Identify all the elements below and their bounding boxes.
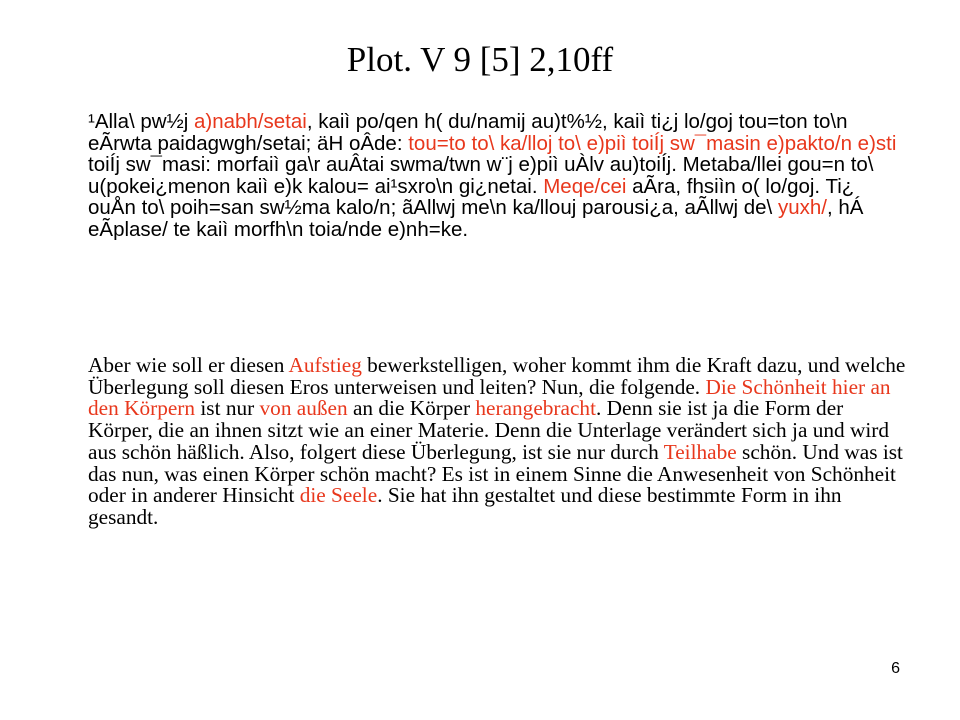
greek-highlight-segment: tou=to to\ ka/lloj to\ e)piì toiÍj sw¯masin e)pakto/n e)sti — [408, 131, 897, 155]
german-translation — [88, 355, 908, 529]
greek-text-segment: , kaiì po/qen h( du/namij au)t%½, kaiì ti¿j lo/goj tou=ton to\n eÃrwta paidagwgh/setai; äH oÂde: — [88, 110, 848, 155]
german-text-segment: ist nur — [195, 396, 260, 421]
greek-text-segment: ¹Alla\ pw½j — [88, 110, 194, 133]
german-highlight-segment: Teilhabe — [663, 439, 737, 464]
greek-quote — [88, 111, 898, 241]
german-highlight-segment: herangebracht — [475, 396, 596, 421]
greek-highlight-segment: a)nabh/setai — [193, 110, 307, 133]
german-highlight-segment: Aufstieg — [288, 353, 362, 377]
slide-title: Plot. V 9 [5] 2,10ff — [346, 40, 614, 79]
german-text-segment: bewerkstelligen, woher kommt ihm die Kraft dazu, und welche Überlegung soll diesen Eros unterweisen und leiten? Nun, die folgende. — [88, 353, 906, 399]
page-number: 6 — [891, 660, 900, 677]
greek-text-segment: toiÍj sw¯masi: morfaiì ga\r auÂtai swma/twn w¨j e)piì uÀlv au)toiÍj. Metaba/llei gou=n to\ u(pokei¿menon kaiì e)k kalou= ai¹sxro\n gi¿netai. — [88, 153, 874, 198]
german-text-segment: schön. Und was ist das nun, was einen Körper schön macht? Es ist in einem Sinne die Anwesenheit von Schönheit oder in anderer Hinsicht — [88, 439, 903, 508]
greek-text-segment: , hÁ eÃplase/ te kaiì morfh\n toia/nde e)nh=ke. — [88, 196, 864, 241]
greek-text-segment: aÃra, fhsiìn o( lo/goj. Ti¿ ouÅn to\ poih=san sw½ma kalo/n; ãAllwj me\n ka/llouj parousi¿a, aÃllwj de\ — [88, 174, 855, 220]
german-text-segment: Aber wie soll er diesen — [88, 353, 289, 377]
german-text-segment: an die Körper — [347, 396, 476, 421]
german-highlight-segment: Die Schönheit hier an den Körpern — [88, 374, 891, 421]
greek-highlight-segment: Meqe/cei — [543, 174, 627, 198]
german-text-segment: . Denn sie ist ja die Form der Körper, die an ihnen sitzt wie an einer Materie. Denn die Unterlage verändert sich ja und wird aus schön häßlich. Also, folgert diese Überlegung, ist sie nur durch — [88, 396, 890, 464]
greek-highlight-segment: yuxh/ — [777, 196, 827, 220]
german-text-segment: . Sie hat ihn gestaltet und diese bestimmte Form in ihn gesandt. — [88, 483, 842, 529]
german-highlight-segment: von außen — [259, 396, 348, 421]
german-highlight-segment: die Seele — [299, 483, 378, 508]
